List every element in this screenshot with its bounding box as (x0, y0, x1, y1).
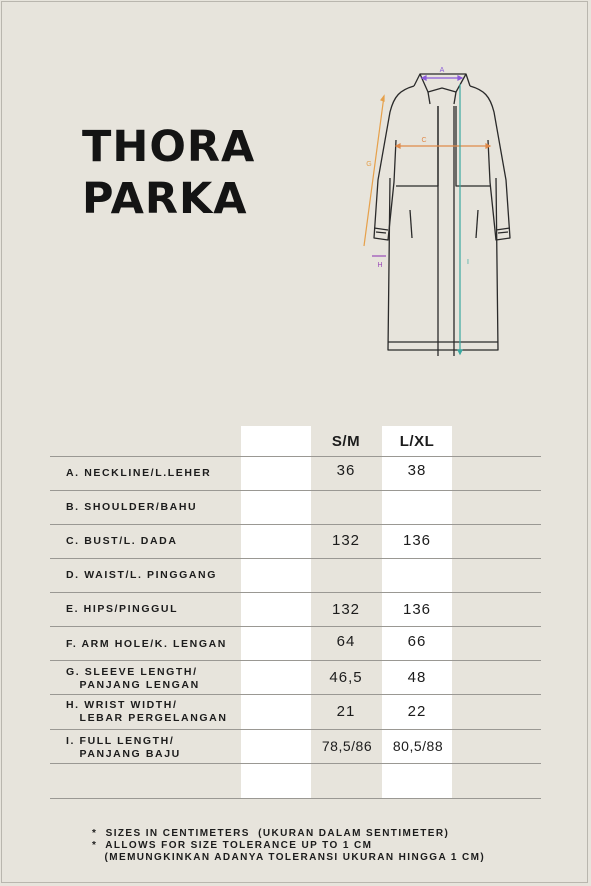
value-sm-hips: 132 (331, 601, 361, 618)
measure-g-label: G (366, 161, 372, 168)
note-tolerance: * ALLOWS FOR SIZE TOLERANCE UP TO 1 CM (92, 840, 373, 851)
row-label-sleeve-length: G. SLEEVE LENGTH/ PANJANG LENGAN (66, 666, 200, 691)
measure-a-label: A (439, 67, 445, 74)
table-rule (50, 592, 541, 593)
measure-g-line (364, 96, 384, 246)
value-sm-neckline: 36 (336, 462, 356, 479)
row-label-neckline: A. NECKLINE/L.LEHER (66, 467, 212, 479)
table-rule (50, 763, 541, 764)
table-rule (50, 798, 541, 799)
row-label-shoulder: B. SHOULDER/BAHU (66, 501, 198, 513)
note-tolerance-id: (MEMUNGKINKAN ADANYA TOLERANSI UKURAN HINGGA 1 CM) (92, 852, 486, 863)
label-column-bg (241, 426, 311, 798)
product-title (82, 121, 255, 225)
note-sizes-cm: * SIZES IN CENTIMETERS (UKURAN DALAM SENTIMETER) (92, 828, 450, 839)
value-sm-sleeve-length: 46,5 (329, 669, 363, 686)
parka-body-outline (388, 178, 498, 350)
table-rule (50, 660, 541, 661)
table-rule (50, 626, 541, 627)
value-lxl-wrist-width: 22 (407, 703, 427, 720)
value-sm-full-length: 78,5/86 (321, 738, 373, 754)
table-rule (50, 524, 541, 525)
header-lxl: L/XL (399, 433, 435, 450)
row-label-full-length: I. FULL LENGTH/ PANJANG BAJU (66, 735, 181, 760)
table-rule (50, 490, 541, 491)
row-label-arm-hole: F. ARM HOLE/K. LENGAN (66, 638, 227, 650)
table-rule (50, 456, 541, 457)
title-line-1: THORA (82, 122, 256, 172)
value-lxl-sleeve-length: 48 (407, 669, 427, 686)
measure-c-label: C (421, 137, 427, 144)
value-sm-wrist-width: 21 (336, 703, 356, 720)
value-sm-bust: 132 (331, 532, 361, 549)
row-label-bust: C. BUST/L. DADA (66, 535, 178, 547)
value-lxl-full-length: 80,5/88 (392, 738, 444, 754)
title-line-2: PARKA (82, 174, 248, 224)
measure-h-label: H (377, 262, 383, 269)
size-notes (92, 828, 485, 864)
value-sm-arm-hole: 64 (336, 633, 356, 650)
parka-sketch (350, 60, 530, 370)
table-rule (50, 729, 541, 730)
row-label-waist: D. WAIST/L. PINGGANG (66, 569, 218, 581)
measure-i-label: I (467, 259, 469, 266)
left-sleeve-outline (374, 86, 414, 240)
table-rule (50, 558, 541, 559)
header-sm: S/M (331, 433, 361, 450)
row-label-hips: E. HIPS/PINGGUL (66, 603, 179, 615)
right-sleeve-outline (470, 86, 510, 240)
value-lxl-neckline: 38 (407, 462, 427, 479)
row-label-wrist-width: H. WRIST WIDTH/ LEBAR PERGELANGAN (66, 699, 228, 724)
value-lxl-hips: 136 (402, 601, 432, 618)
value-lxl-arm-hole: 66 (407, 633, 427, 650)
table-rule (50, 694, 541, 695)
value-lxl-bust: 136 (402, 532, 432, 549)
